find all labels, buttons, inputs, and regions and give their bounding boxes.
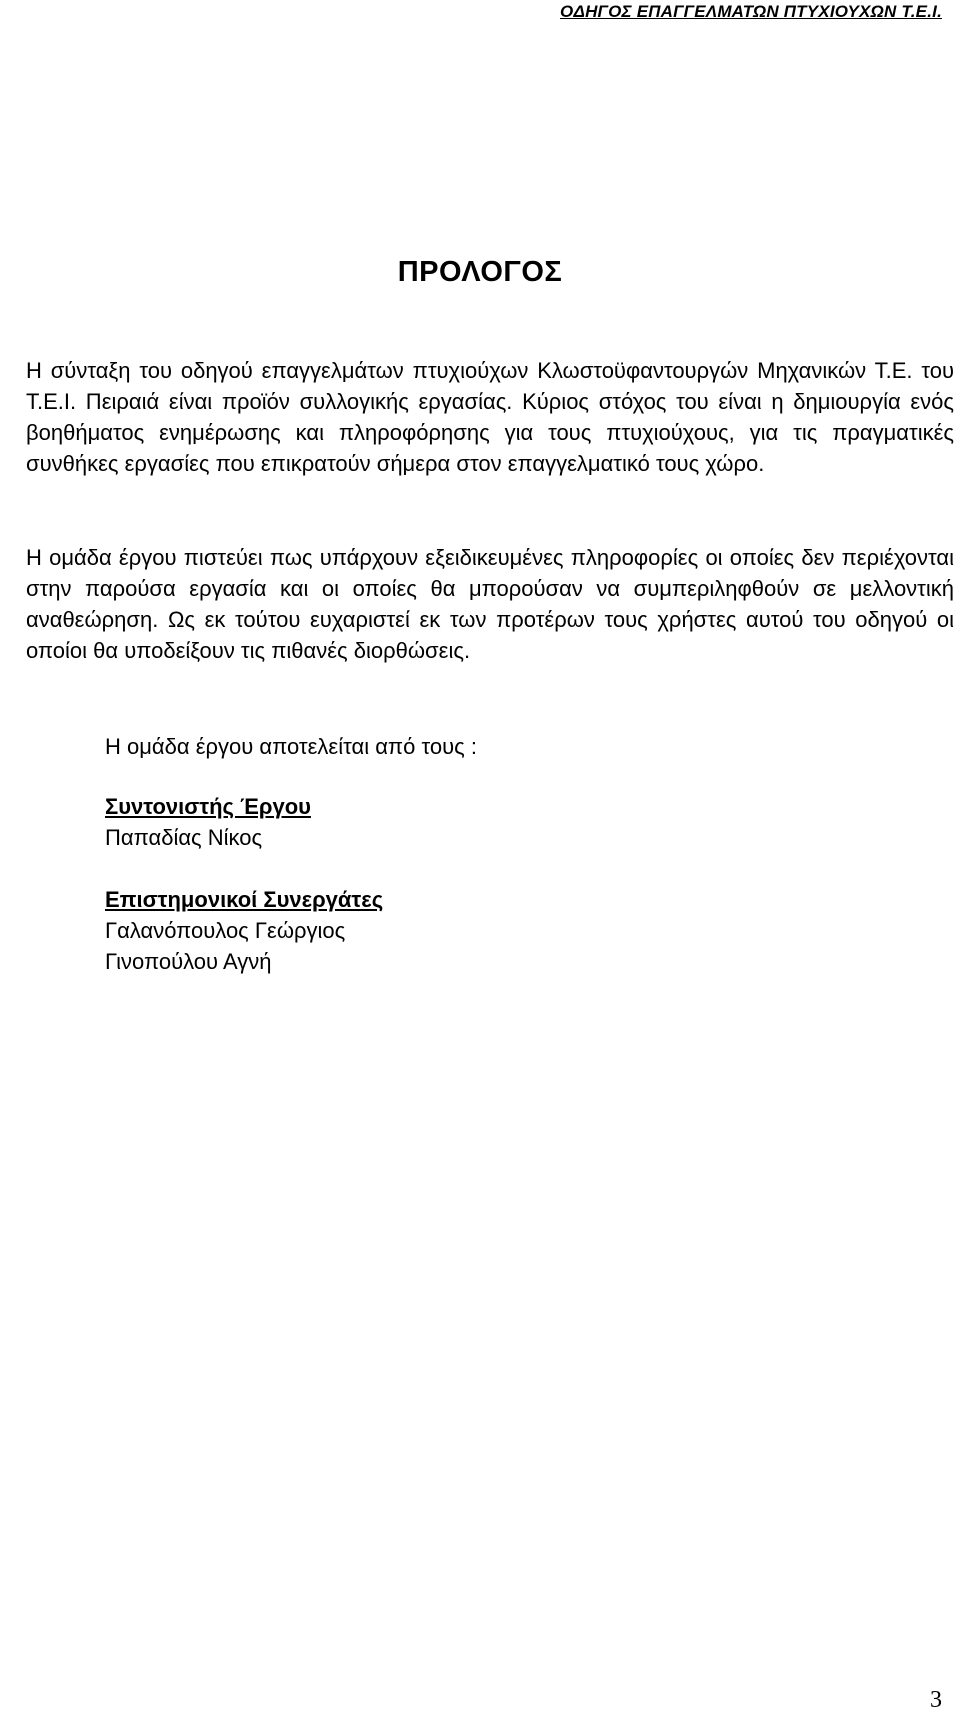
- coordinator-section: [105, 791, 311, 853]
- associates-section: [105, 884, 383, 977]
- page-number: 3: [930, 1687, 942, 1713]
- team-intro-paragraph: Η ομάδα έργου αποτελείται από τους :: [105, 734, 477, 759]
- associate-name: Γαλανόπουλος Γεώργιος: [105, 918, 346, 943]
- page-title: ΠΡΟΛΟΓΟΣ: [397, 256, 563, 288]
- team-note-paragraph: Η ομάδα έργου πιστεύει πως υπάρχουν εξειδικευμένες πληροφορίες οι οποίες δεν περιέχονται στην παρούσα εργασία και οι οποίες θα μπορούσαν να συμπεριληφθούν σε μελλοντική αναθεώρηση. Ως εκ τούτου ευχαριστεί εκ των προτέρων τους χρήστες αυτού του οδηγού οι οποίοι θα υποδείξουν τις πιθανές διορθώσεις.: [26, 545, 954, 663]
- running-header: ΟΔΗΓΟΣ ΕΠΑΓΓΕΛΜΑΤΩΝ ΠΤΥΧΙΟΥΧΩΝ Τ.Ε.Ι.: [560, 2, 942, 21]
- coordinator-heading: Συντονιστής Έργου: [105, 794, 311, 819]
- associate-name: Γινοπούλου Αγνή: [105, 949, 272, 974]
- intro-paragraph: Η σύνταξη του οδηγού επαγγελμάτων πτυχιούχων Κλωστοϋφαντουργών Μηχανικών Τ.Ε. του Τ.Ε.Ι. Πειραιά είναι προϊόν συλλογικής εργασίας. Κύριος στόχος του είναι η δημιουργία ενός βοηθήματος ενημέρωσης και πληροφόρησης για τους πτυχιούχους, για τις πραγματικές συνθήκες εργασίες που επικρατούν σήμερα στον επαγγελματικό τους χώρο.: [26, 358, 954, 476]
- associates-heading: Επιστημονικοί Συνεργάτες: [105, 887, 384, 912]
- coordinator-name: Παπαδίας Νίκος: [105, 825, 263, 850]
